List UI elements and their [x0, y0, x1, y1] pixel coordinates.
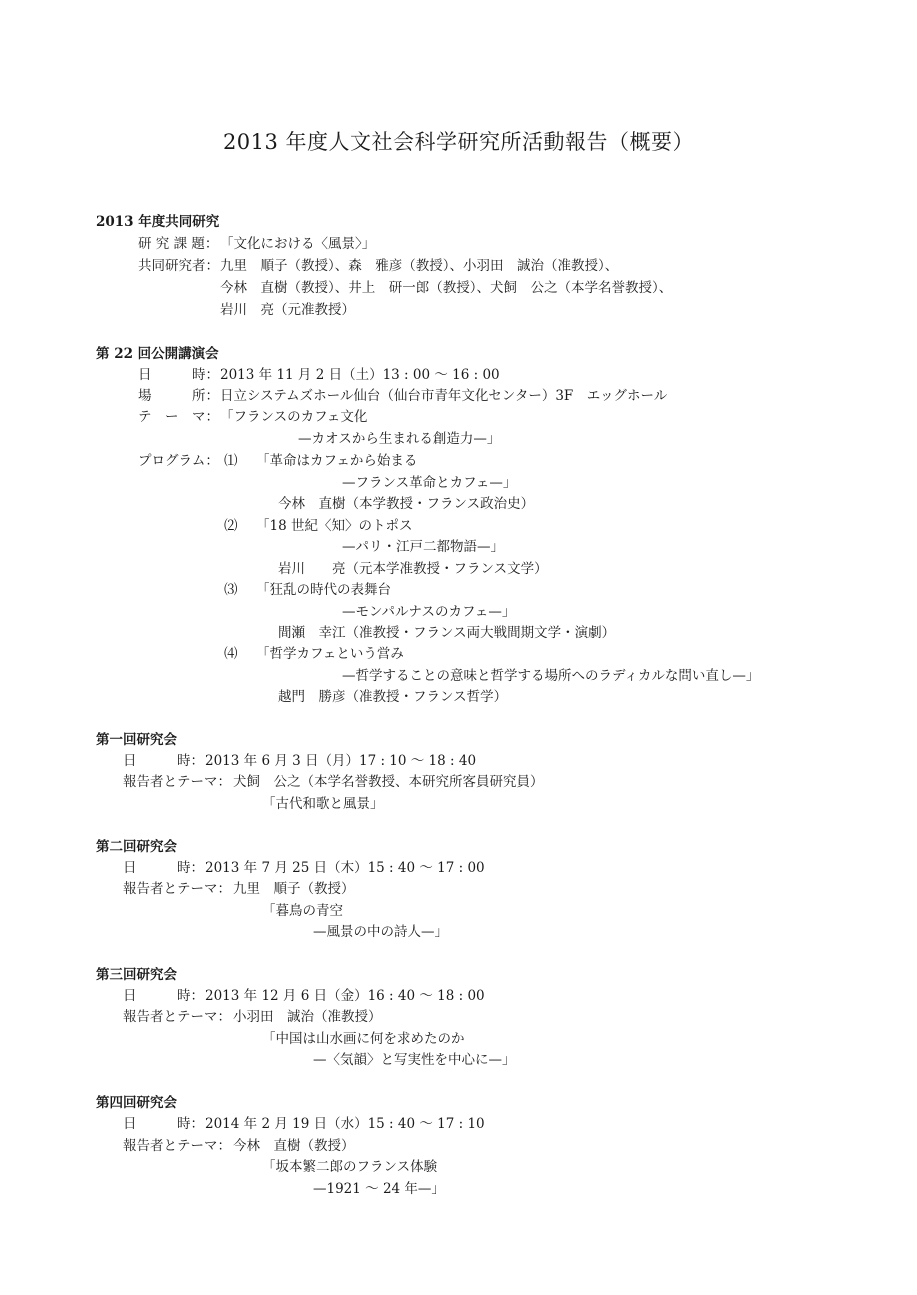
program-3-speaker: 間瀬 幸江（准教授・フランス両大戦間期文学・演劇） — [278, 625, 616, 641]
lecture-place-value: 日立システムズホール仙台（仙台市青年文化センター）3F エッグホール — [220, 388, 668, 404]
program-1-number: ⑴ — [224, 453, 238, 469]
meeting-3-date-label: 日 時： — [123, 988, 204, 1004]
meeting-1-theme-line1: 「古代和歌と風景」 — [262, 796, 384, 812]
joint-research-heading: 2013 年度共同研究 — [96, 214, 220, 230]
lecture-theme-line2: —カオスから生まれる創造力—」 — [298, 431, 501, 447]
meeting-3-theme-line1: 「中国は山水画に何を求めたのか — [262, 1031, 465, 1047]
program-4-subtitle: —哲学することの意味と哲学する場所へのラディカルな問い直し—」 — [342, 668, 760, 684]
meeting-1-reporter-value: 犬飼 公之（本学名誉教授、本研究所客員研究員） — [233, 774, 544, 790]
program-3-title: 「狂乱の時代の表舞台 — [256, 582, 391, 598]
meeting-2-theme-line2: —風景の中の詩人—」 — [313, 924, 448, 940]
joint-research-theme-label: 研 究 課 題： — [138, 236, 219, 252]
program-4-title: 「哲学カフェという営み — [256, 646, 404, 662]
program-2-title: 「18 世紀〈知〉のトポス — [256, 518, 413, 534]
joint-research-members-label: 共同研究者： — [138, 258, 219, 274]
meeting-3-reporter-label: 報告者とテーマ： — [123, 1009, 231, 1025]
program-1-title: 「革命はカフェから始まる — [256, 453, 418, 469]
meeting-1-reporter-label: 報告者とテーマ： — [123, 774, 231, 790]
program-3-subtitle: —モンパルナスのカフェ—」 — [342, 604, 516, 620]
page-title: 2013 年度人文社会科学研究所活動報告（概要） — [222, 130, 695, 154]
program-4-number: ⑷ — [224, 646, 238, 662]
lecture-heading: 第 22 回公開講演会 — [96, 346, 219, 362]
meeting-2-reporter-value: 九里 順子（教授） — [233, 881, 355, 897]
program-3-number: ⑶ — [224, 582, 238, 598]
meeting-2-heading: 第二回研究会 — [96, 839, 177, 855]
meeting-3-date-value: 2013 年 12 月 6 日（金）16 : 40 〜 18 : 00 — [205, 988, 485, 1004]
meeting-2-theme-line1: 「暮鳥の青空 — [262, 903, 343, 919]
lecture-place-label: 場 所： — [138, 388, 219, 404]
program-2-speaker: 岩川 亮（元本学准教授・フランス文学） — [278, 561, 548, 577]
lecture-theme-line1: 「フランスのカフェ文化 — [220, 409, 368, 425]
meeting-4-date-label: 日 時： — [123, 1116, 204, 1132]
meeting-4-theme-line2: —1921 〜 24 年—」 — [313, 1181, 445, 1197]
meeting-4-reporter-label: 報告者とテーマ： — [123, 1138, 231, 1154]
program-1-subtitle: —フランス革命とカフェ—」 — [342, 475, 517, 491]
joint-research-members-line3: 岩川 亮（元准教授） — [220, 302, 355, 318]
meeting-4-reporter-value: 今林 直樹（教授） — [233, 1138, 355, 1154]
meeting-3-heading: 第三回研究会 — [96, 967, 177, 983]
joint-research-members-line2: 今林 直樹（教授）、井上 研一郎（教授）、犬飼 公之（本学名誉教授）、 — [220, 280, 673, 296]
lecture-program-label: プログラム： — [138, 453, 219, 469]
meeting-2-date-label: 日 時： — [123, 860, 204, 876]
meeting-1-date-label: 日 時： — [123, 753, 204, 769]
program-1-speaker: 今林 直樹（本学教授・フランス政治史） — [278, 496, 535, 512]
meeting-3-theme-line2: —〈気韻〉と写実性を中心に—」 — [313, 1052, 516, 1068]
meeting-4-date-value: 2014 年 2 月 19 日（水）15 : 40 〜 17 : 10 — [205, 1116, 485, 1132]
meeting-1-date-value: 2013 年 6 月 3 日（月）17 : 10 〜 18 : 40 — [205, 753, 477, 769]
meeting-1-heading: 第一回研究会 — [96, 732, 177, 748]
joint-research-theme-value: 「文化における〈風景〉」 — [220, 236, 376, 252]
meeting-2-reporter-label: 報告者とテーマ： — [123, 881, 231, 897]
meeting-2-date-value: 2013 年 7 月 25 日（木）15 : 40 〜 17 : 00 — [205, 860, 485, 876]
program-2-number: ⑵ — [224, 518, 238, 534]
meeting-3-reporter-value: 小羽田 誠治（准教授） — [233, 1009, 382, 1025]
program-2-subtitle: —パリ・江戸二都物語—」 — [342, 539, 504, 555]
meeting-4-theme-line1: 「坂本繁二郎のフランス体験 — [262, 1159, 438, 1175]
lecture-date-label: 日 時： — [138, 367, 219, 383]
meeting-4-heading: 第四回研究会 — [96, 1095, 177, 1111]
joint-research-members-line1: 九里 順子（教授）、森 雅彦（教授）、小羽田 誠治（准教授）、 — [220, 258, 619, 274]
lecture-theme-label: テ ー マ： — [138, 409, 219, 425]
program-4-speaker: 越門 勝彦（准教授・フランス哲学） — [278, 689, 508, 705]
lecture-date-value: 2013 年 11 月 2 日（土）13 : 00 〜 16 : 00 — [220, 367, 500, 383]
